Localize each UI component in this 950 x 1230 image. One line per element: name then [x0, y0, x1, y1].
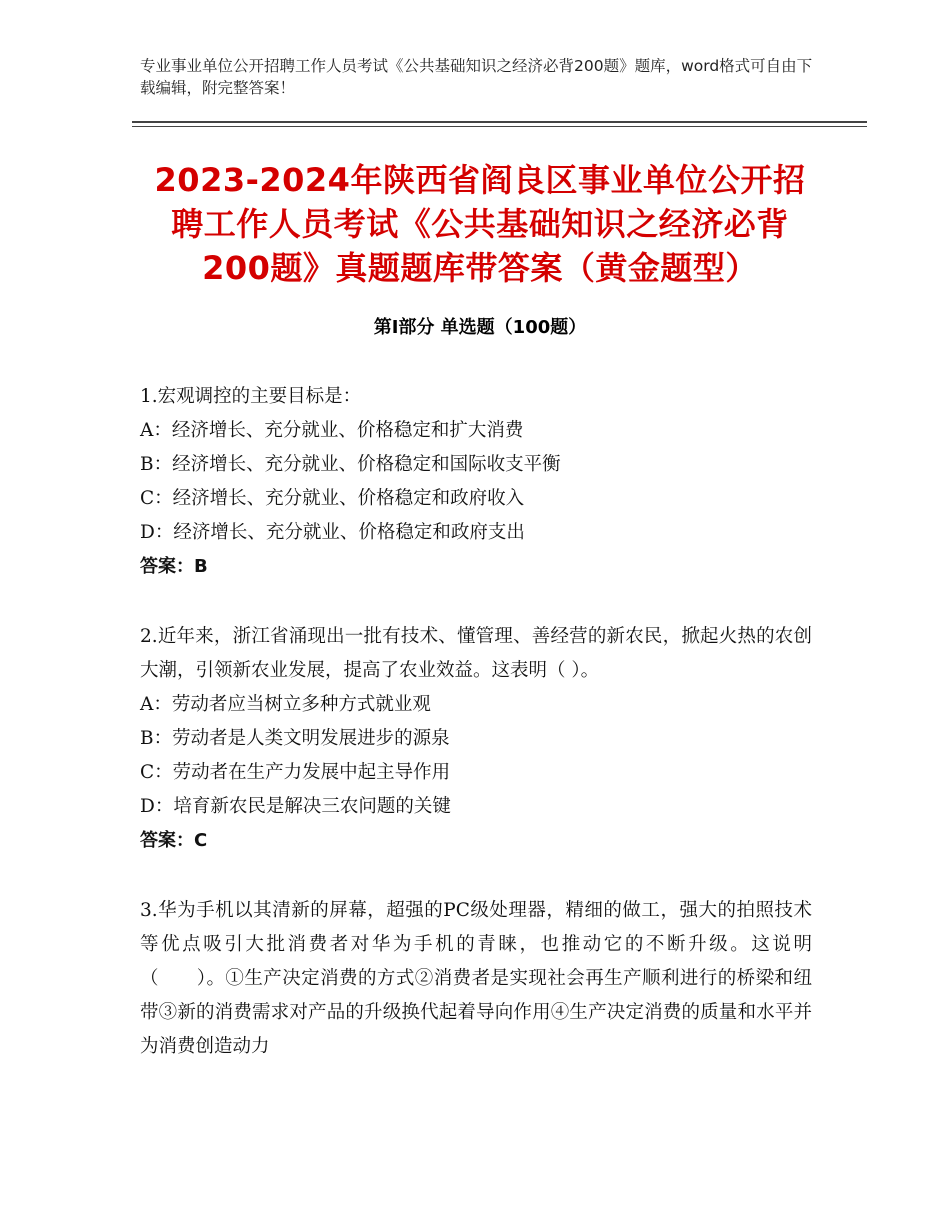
option-c: C：劳动者在生产力发展中起主导作用	[140, 762, 451, 783]
question-stem: 2.近年来，浙江省涌现出一批有技术、懂管理、善经营的新农民，掀起火热的农创大潮，引领新农业发展，提高了农业效益。这表明（ ）。	[140, 626, 812, 681]
option-a: A：劳动者应当树立多种方式就业观	[140, 694, 431, 715]
question-3	[140, 894, 812, 1064]
option-a: A：经济增长、充分就业、价格稳定和扩大消费	[140, 420, 524, 441]
option-d: D：经济增长、充分就业、价格稳定和政府支出	[140, 522, 525, 543]
section-title: 第Ⅰ部分 单选题（100题）	[373, 317, 587, 338]
header-divider-thin	[132, 126, 867, 127]
question-list	[140, 380, 812, 1100]
option-c: C：经济增长、充分就业、价格稳定和政府收入	[140, 488, 525, 509]
option-b: B：经济增长、充分就业、价格稳定和国际收支平衡	[140, 454, 561, 475]
document-title: 2023-2024年陕西省阎良区事业单位公开招聘工作人员考试《公共基础知识之经济必背200题》真题题库带答案（黄金题型）	[154, 161, 806, 287]
question-stem: 3.华为手机以其清新的屏幕，超强的PC级处理器，精细的做工，强大的拍照技术等优点吸引大批消费者对华为手机的青睐，也推动它的不断升级。这说明（ ）。①生产决定消费的方式②消费者是实现社会再生产顺利进行的桥梁和纽带③新的消费需求对产品的升级换代起着导向作用④生产决定消费的质量和水平并为消费创造动力	[140, 900, 812, 1057]
header-note: 专业事业单位公开招聘工作人员考试《公共基础知识之经济必背200题》题库，word格式可自由下载编辑，附完整答案！	[140, 57, 813, 97]
option-d: D：培育新农民是解决三农问题的关键	[140, 796, 451, 817]
question-stem: 1.宏观调控的主要目标是：	[140, 386, 362, 407]
answer-label: 答案：C	[140, 830, 208, 851]
question-2	[140, 620, 812, 858]
question-1	[140, 380, 812, 584]
header-divider-thick	[132, 121, 867, 123]
answer-label: 答案：B	[140, 556, 208, 577]
option-b: B：劳动者是人类文明发展进步的源泉	[140, 728, 450, 749]
